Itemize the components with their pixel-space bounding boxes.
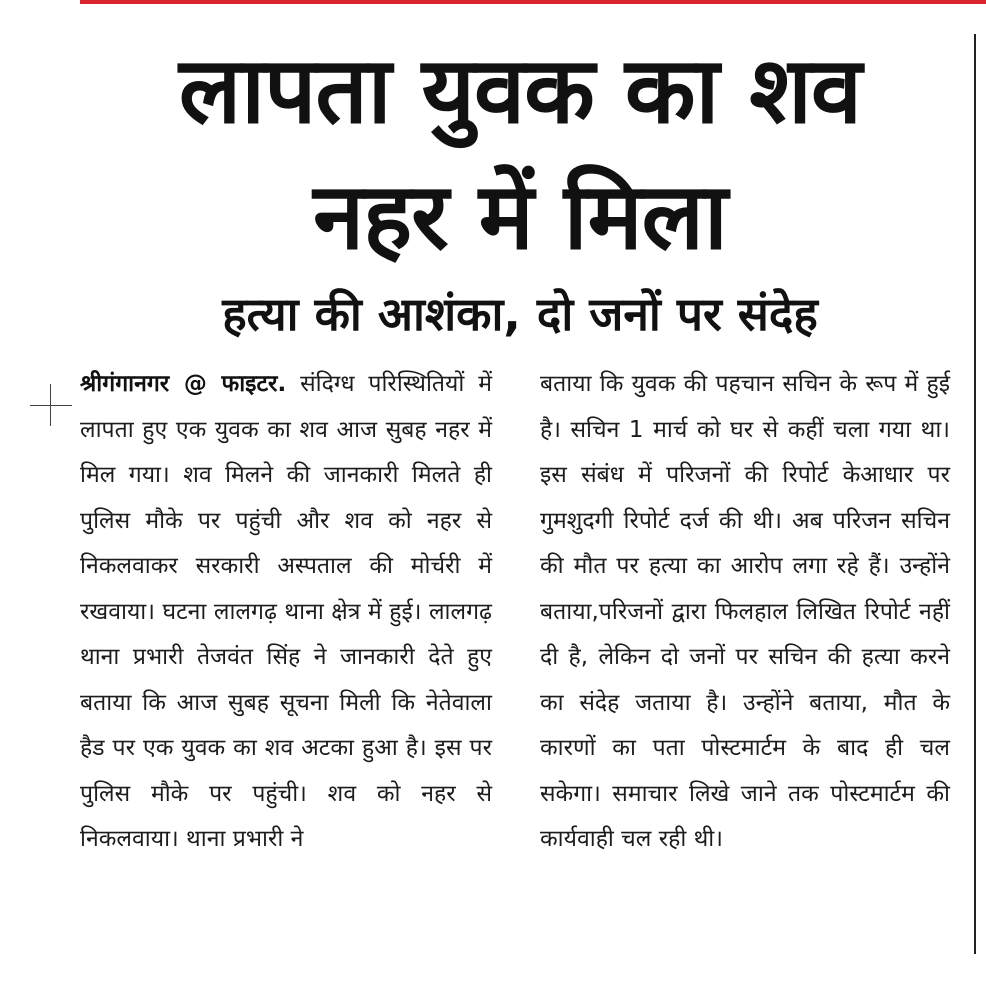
top-accent-rule (80, 0, 986, 4)
left-column-body: संदिग्ध परिस्थितियों में लापता हुए एक युवक का शव आज सुबह नहर में मिल गया। शव मिलने की जानकारी मिलते ही पुलिस मौके पर पहुंची और शव को नहर से निकलवाकर सरकारी अस्पताल की मोर्चरी में रखवाया। घटना लालगढ़ थाना क्षेत्र में हुई। लालगढ़ थाना प्रभारी तेजवंत सिंह ने जानकारी देते हुए बताया कि आज सुबह सूचना मिली कि नेतेवाला हैड पर एक युवक का शव अटका हुआ है। इस पर पुलिस मौके पर पहुंची। शव को नहर से निकलवाया। थाना प्रभारी ने (80, 371, 493, 852)
article-column-left (80, 362, 492, 863)
article-column-right (540, 362, 950, 863)
headline-line-2: नहर में मिला (313, 163, 727, 270)
dateline: श्रीगंगानगर @ फाइटर. (80, 371, 287, 397)
crop-mark-vertical (50, 384, 51, 426)
crop-mark-horizontal (30, 405, 72, 406)
headline-line-1: लापता युवक का शव (178, 37, 862, 144)
column-divider-rule (974, 34, 976, 954)
right-column-body: बताया कि युवक की पहचान सचिन के रूप में हुई है। सचिन 1 मार्च को घर से कहीं चला गया था। इस संबंध में परिजनों की रिपोर्ट केआधार पर गुमशुदगी रिपोर्ट दर्ज की थी। अब परिजन सचिन की मौत पर हत्या का आरोप लगा रहे हैं। उन्होंने बताया,परिजनों द्वारा फिलहाल लिखित रिपोर्ट नहीं दी है, लेकिन दो जनों पर सचिन की हत्या करने का संदेह जताया है। उन्होंने बताया, मौत के कारणों का पता पोस्टमार्टम के बाद ही चल सकेगा। समाचार लिखे जाने तक पोस्टमार्टम की कार्यवाही चल रही थी। (540, 371, 950, 852)
subheadline: हत्या की आशंका, दो जनों पर संदेह (222, 287, 818, 341)
left-column-paragraph (80, 362, 492, 863)
